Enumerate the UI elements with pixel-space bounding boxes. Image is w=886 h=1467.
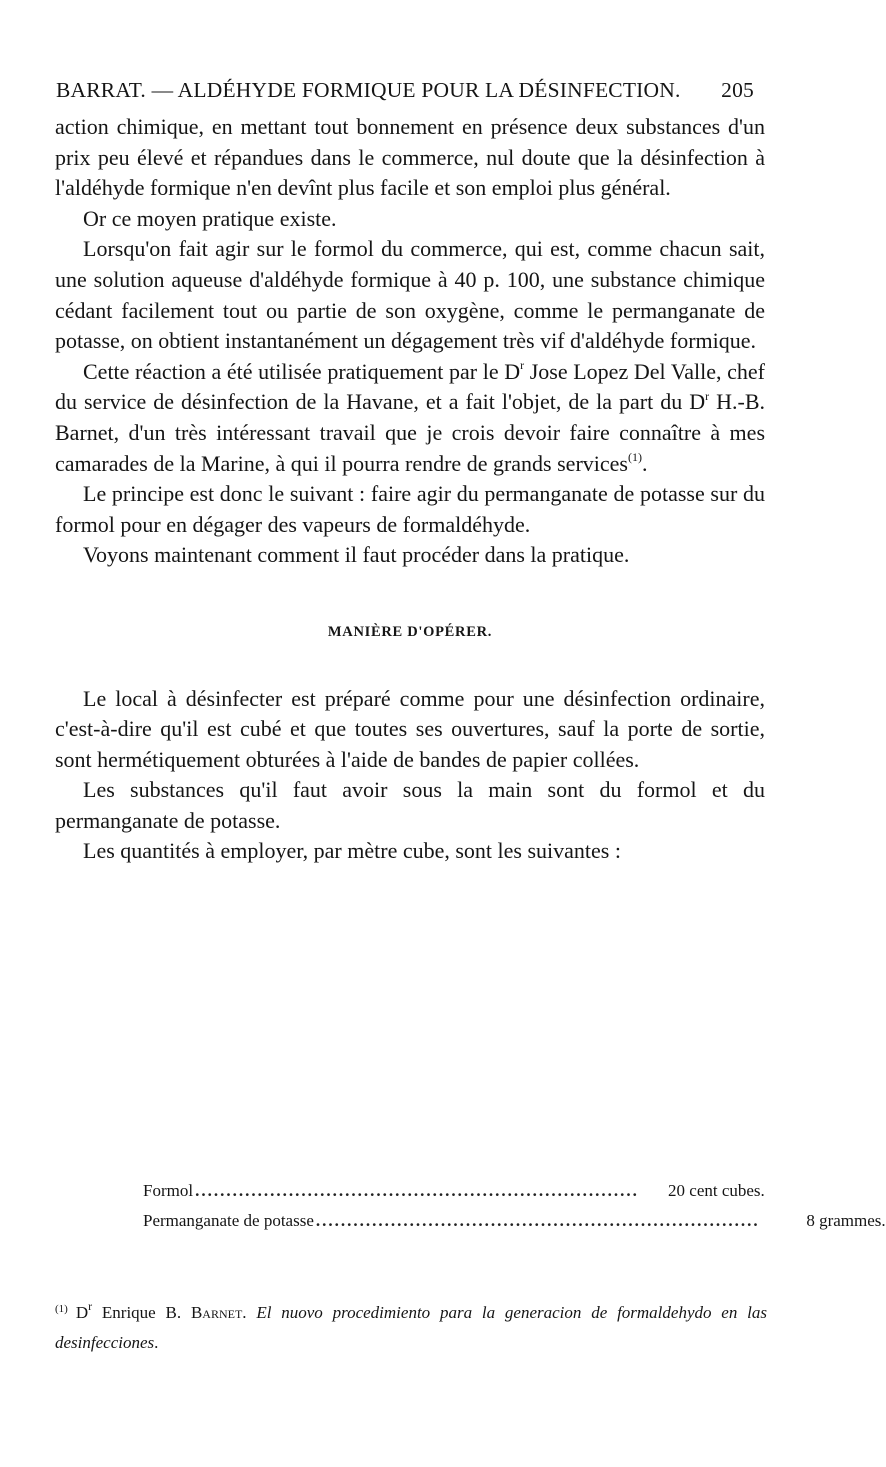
footnote-title: El nuovo procedimiento para la generacion de formaldehydo en las desinfecciones: [55, 1303, 767, 1352]
quantity-row: [143, 1211, 886, 1241]
quantity-row: [143, 1181, 765, 1211]
quantity-amount: 8 grammes.: [806, 1211, 886, 1230]
footnote: [55, 1299, 767, 1356]
paragraph-4-part-c: H.-B. Barnet, d'un très intéressant travail que je crois devoir faire connaître à mes camarades de la Marine, à qui il pourra rendre de grands services: [55, 389, 766, 476]
running-header: [56, 78, 754, 103]
paragraph-5: Le principe est donc le suivant : faire agir du permanganate de potasse sur du formol pour en dégager des vapeurs de formaldéhyde.: [55, 481, 765, 537]
footnote-separator: .: [242, 1303, 257, 1322]
footnote-mark: (1): [55, 1303, 68, 1315]
footnote-author-first: Enrique B.: [92, 1303, 191, 1322]
paragraph-8: Les substances qu'il faut avoir sous la main sont du formol et du permanganate de potasse.: [55, 777, 765, 833]
footnote-end: .: [154, 1333, 159, 1352]
paragraph-3: Lorsqu'on fait agir sur le formol du commerce, qui est, comme chacun sait, une solution aqueuse d'aldéhyde formique à 40 p. 100, une substance chimique cédant facilement tout ou partie de son oxygène, comme le permanganate de potasse, on obtient instantanément un dégagement très vif d'aldéhyde formique.: [55, 236, 765, 354]
footnote-prefix: D: [75, 1303, 89, 1322]
quantities-table: [143, 1181, 886, 1241]
paragraph-2: Or ce moyen pratique existe.: [83, 205, 337, 231]
doctor-abbrev-sup-2: r: [705, 389, 710, 404]
paragraph-1: action chimique, en mettant tout bonnement en présence deux substances d'un prix peu élevé et répandues dans le commerce, nul doute que la désinfection à l'aldéhyde formique n'en devînt plus facile et son emploi plus général.: [55, 114, 765, 201]
quantity-amount: 20 cent cubes.: [668, 1181, 765, 1200]
paragraph-4-part-a: Cette réaction a été utilisée pratiquement par le D: [83, 358, 521, 384]
paragraph-9: Les quantités à employer, par mètre cube, sont les suivantes :: [83, 838, 621, 864]
paragraph-4-part-d: .: [641, 450, 648, 476]
leader-dots: .......................................................................: [315, 1211, 760, 1230]
paragraph-4: [55, 357, 765, 479]
section-heading: MANIÈRE D'OPÉRER.: [327, 623, 493, 640]
doctor-abbrev-sup-1: r: [520, 358, 525, 373]
leader-dots: .......................................................................: [195, 1181, 639, 1200]
footnote-author-last: Barnet: [190, 1303, 243, 1322]
paragraph-4-part-b: Jose Lopez Del Valle, chef du service de désinfection de la Havane, et a fait l'objet, de la part du D: [55, 358, 765, 415]
quantity-label: Permanganate de potasse: [143, 1211, 314, 1230]
paragraph-7: Le local à désinfecter est préparé comme pour une désinfection ordinaire, c'est-à-dire qu'il est cubé et que toutes ses ouvertures, sauf la porte de sortie, sont hermétiquement obturées à l'aide de bandes de papier collées.: [55, 685, 765, 772]
footnote-reference[interactable]: (1): [627, 450, 642, 465]
quantity-label: Formol: [143, 1181, 194, 1200]
paragraph-6: Voyons maintenant comment il faut procéder dans la pratique.: [83, 542, 630, 568]
footnote-prefix-sup: r: [88, 1299, 93, 1314]
running-title: BARRAT. — ALDÉHYDE FORMIQUE POUR LA DÉSINFECTION.: [56, 78, 681, 102]
page-number: 205: [721, 78, 754, 102]
body-text: [55, 112, 765, 867]
